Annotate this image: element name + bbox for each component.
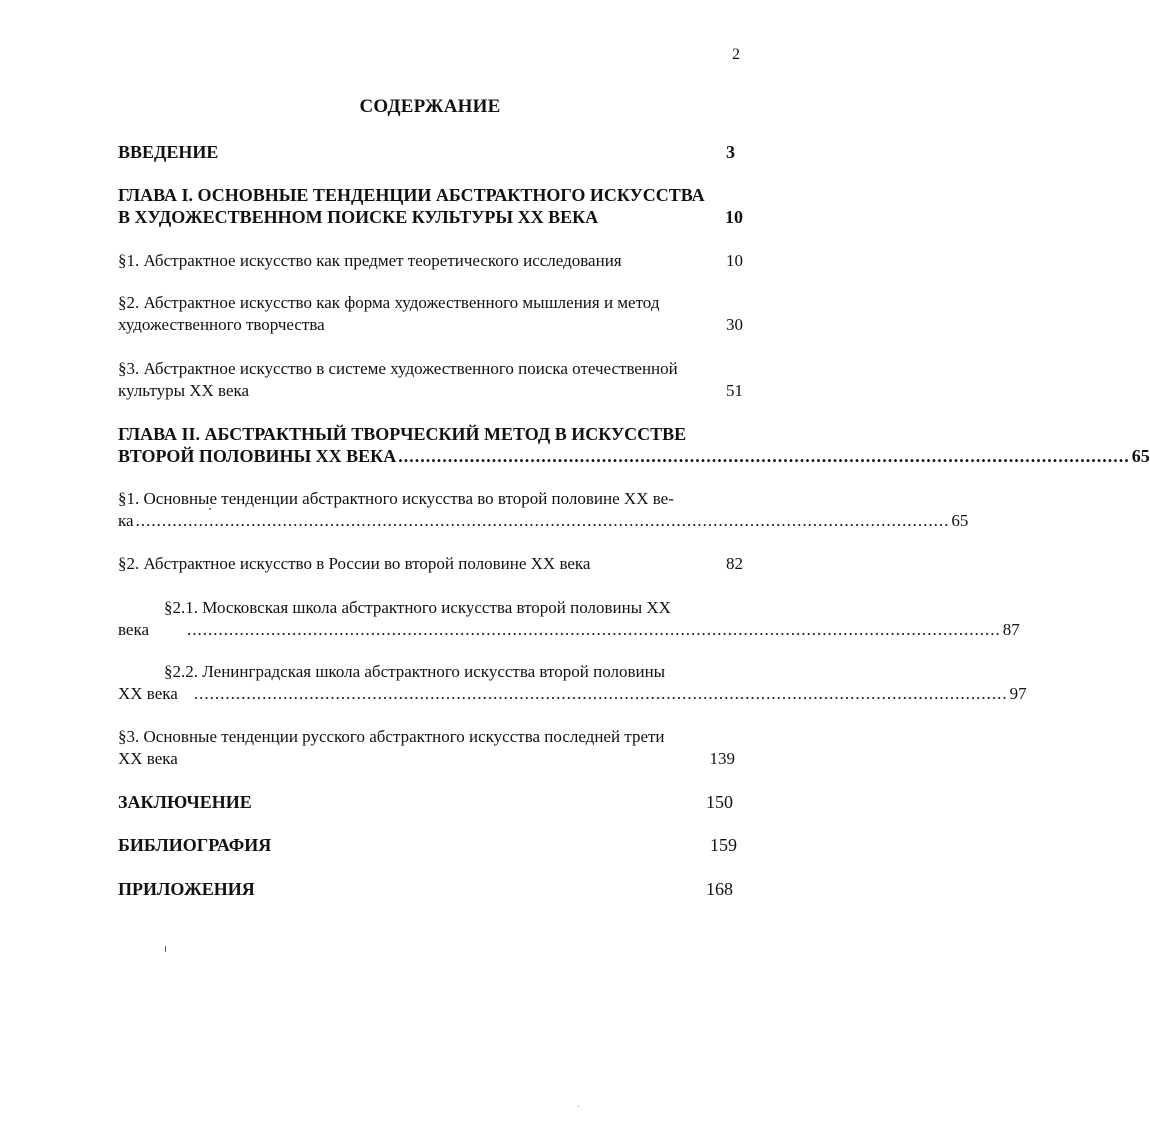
- entry-page: 10: [725, 207, 743, 227]
- entry-label-line1: §2.2. Ленинградская школа абстрактного искусства второй половины: [164, 662, 666, 681]
- entry-label: БИБЛИОГРАФИЯ: [118, 835, 272, 855]
- entry-label-line2: ка: [118, 511, 134, 530]
- entry-label-line1: §2. Абстрактное искусство как форма художественного мышления и метод: [118, 293, 660, 312]
- entry-page: 30: [726, 315, 743, 334]
- dot-leader: ...........................................................................................................................................................: [187, 620, 1001, 639]
- entry-page: 82: [726, 554, 743, 573]
- entry-page: 87: [1002, 620, 1020, 639]
- toc-entry-bibliography: [118, 834, 743, 856]
- scan-speck: [209, 508, 211, 510]
- entry-label: ПРИЛОЖЕНИЯ: [118, 879, 255, 899]
- toc-entry-ch1-section-1: [118, 250, 743, 272]
- entry-label-line1: ГЛАВА II. АБСТРАКТНЫЙ ТВОРЧЕСКИЙ МЕТОД В ИСКУССТВЕ: [118, 424, 687, 444]
- entry-label-line2: XX века: [118, 749, 178, 768]
- toc-entry-ch1-section-3: [118, 358, 743, 402]
- entry-label: ВВЕДЕНИЕ: [118, 142, 219, 162]
- entry-page: 159: [710, 835, 737, 855]
- page-number: 2: [732, 46, 740, 63]
- entry-label: §1. Абстрактное искусство как предмет теоретического исследования: [118, 251, 622, 270]
- dot-leader: .....................................................................................................................................: [398, 446, 1130, 466]
- toc-title: СОДЕРЖАНИЕ: [359, 96, 501, 117]
- dot-leader: ...........................................................................................................................................................: [193, 684, 1008, 703]
- toc-entry-chapter-2: [118, 423, 1150, 467]
- toc-entry-conclusion: [118, 791, 743, 813]
- entry-label: ЗАКЛЮЧЕНИЕ: [118, 792, 252, 812]
- entry-label-line2: XX века: [118, 684, 178, 703]
- entry-page: 139: [709, 749, 735, 768]
- entry-label-line2: века: [118, 620, 150, 639]
- toc-entry-ch2-section-2: [118, 553, 743, 575]
- toc-entry-ch2-section-2-1: [118, 597, 1020, 641]
- entry-label-line1: §1. Основные тенденции абстрактного искусства во второй половине XX ве-: [118, 489, 674, 508]
- toc-entry-chapter-1: [118, 184, 743, 228]
- entry-label-line2: ВТОРОЙ ПОЛОВИНЫ XX ВЕКА: [118, 446, 397, 466]
- toc-entry-ch1-section-2: [118, 292, 743, 336]
- toc-entry-ch2-section-3: [118, 726, 743, 770]
- entry-page: 3: [726, 142, 735, 162]
- scan-speck: [165, 946, 166, 952]
- entry-page: 65: [1131, 446, 1150, 466]
- entry-label-line1: §2.1. Московская школа абстрактного искусства второй половины XX: [164, 598, 671, 617]
- entry-label-line1: §3. Абстрактное искусство в системе художественного поиска отечественной: [118, 359, 678, 378]
- entry-label-line2: художественного творчества: [118, 315, 325, 334]
- dot-leader: ...........................................................................................................................................................: [135, 511, 950, 530]
- entry-label: §2. Абстрактное искусство в России во второй половине XX века: [118, 554, 591, 573]
- toc-entry-introduction: [118, 141, 743, 163]
- entry-label-line2: В ХУДОЖЕСТВЕННОМ ПОИСКЕ КУЛЬТУРЫ XX ВЕКА: [118, 207, 599, 227]
- entry-page: 168: [706, 879, 733, 899]
- entry-label-line1: §3. Основные тенденции русского абстрактного искусства последней трети: [118, 727, 665, 746]
- entry-label-line2: культуры XX века: [118, 381, 250, 400]
- entry-page: 97: [1009, 684, 1027, 703]
- toc-entry-ch2-section-1: [118, 488, 969, 532]
- scan-speck: [578, 1106, 579, 1107]
- entry-page: 10: [726, 251, 743, 270]
- entry-page: 65: [951, 511, 969, 530]
- entry-page: 150: [706, 792, 733, 812]
- entry-label-line1: ГЛАВА I. ОСНОВНЫЕ ТЕНДЕНЦИИ АБСТРАКТНОГО ИСКУССТВА: [118, 185, 705, 205]
- toc-entry-ch2-section-2-2: [118, 661, 1027, 705]
- toc-entry-appendices: [118, 878, 743, 900]
- entry-page: 51: [726, 381, 743, 400]
